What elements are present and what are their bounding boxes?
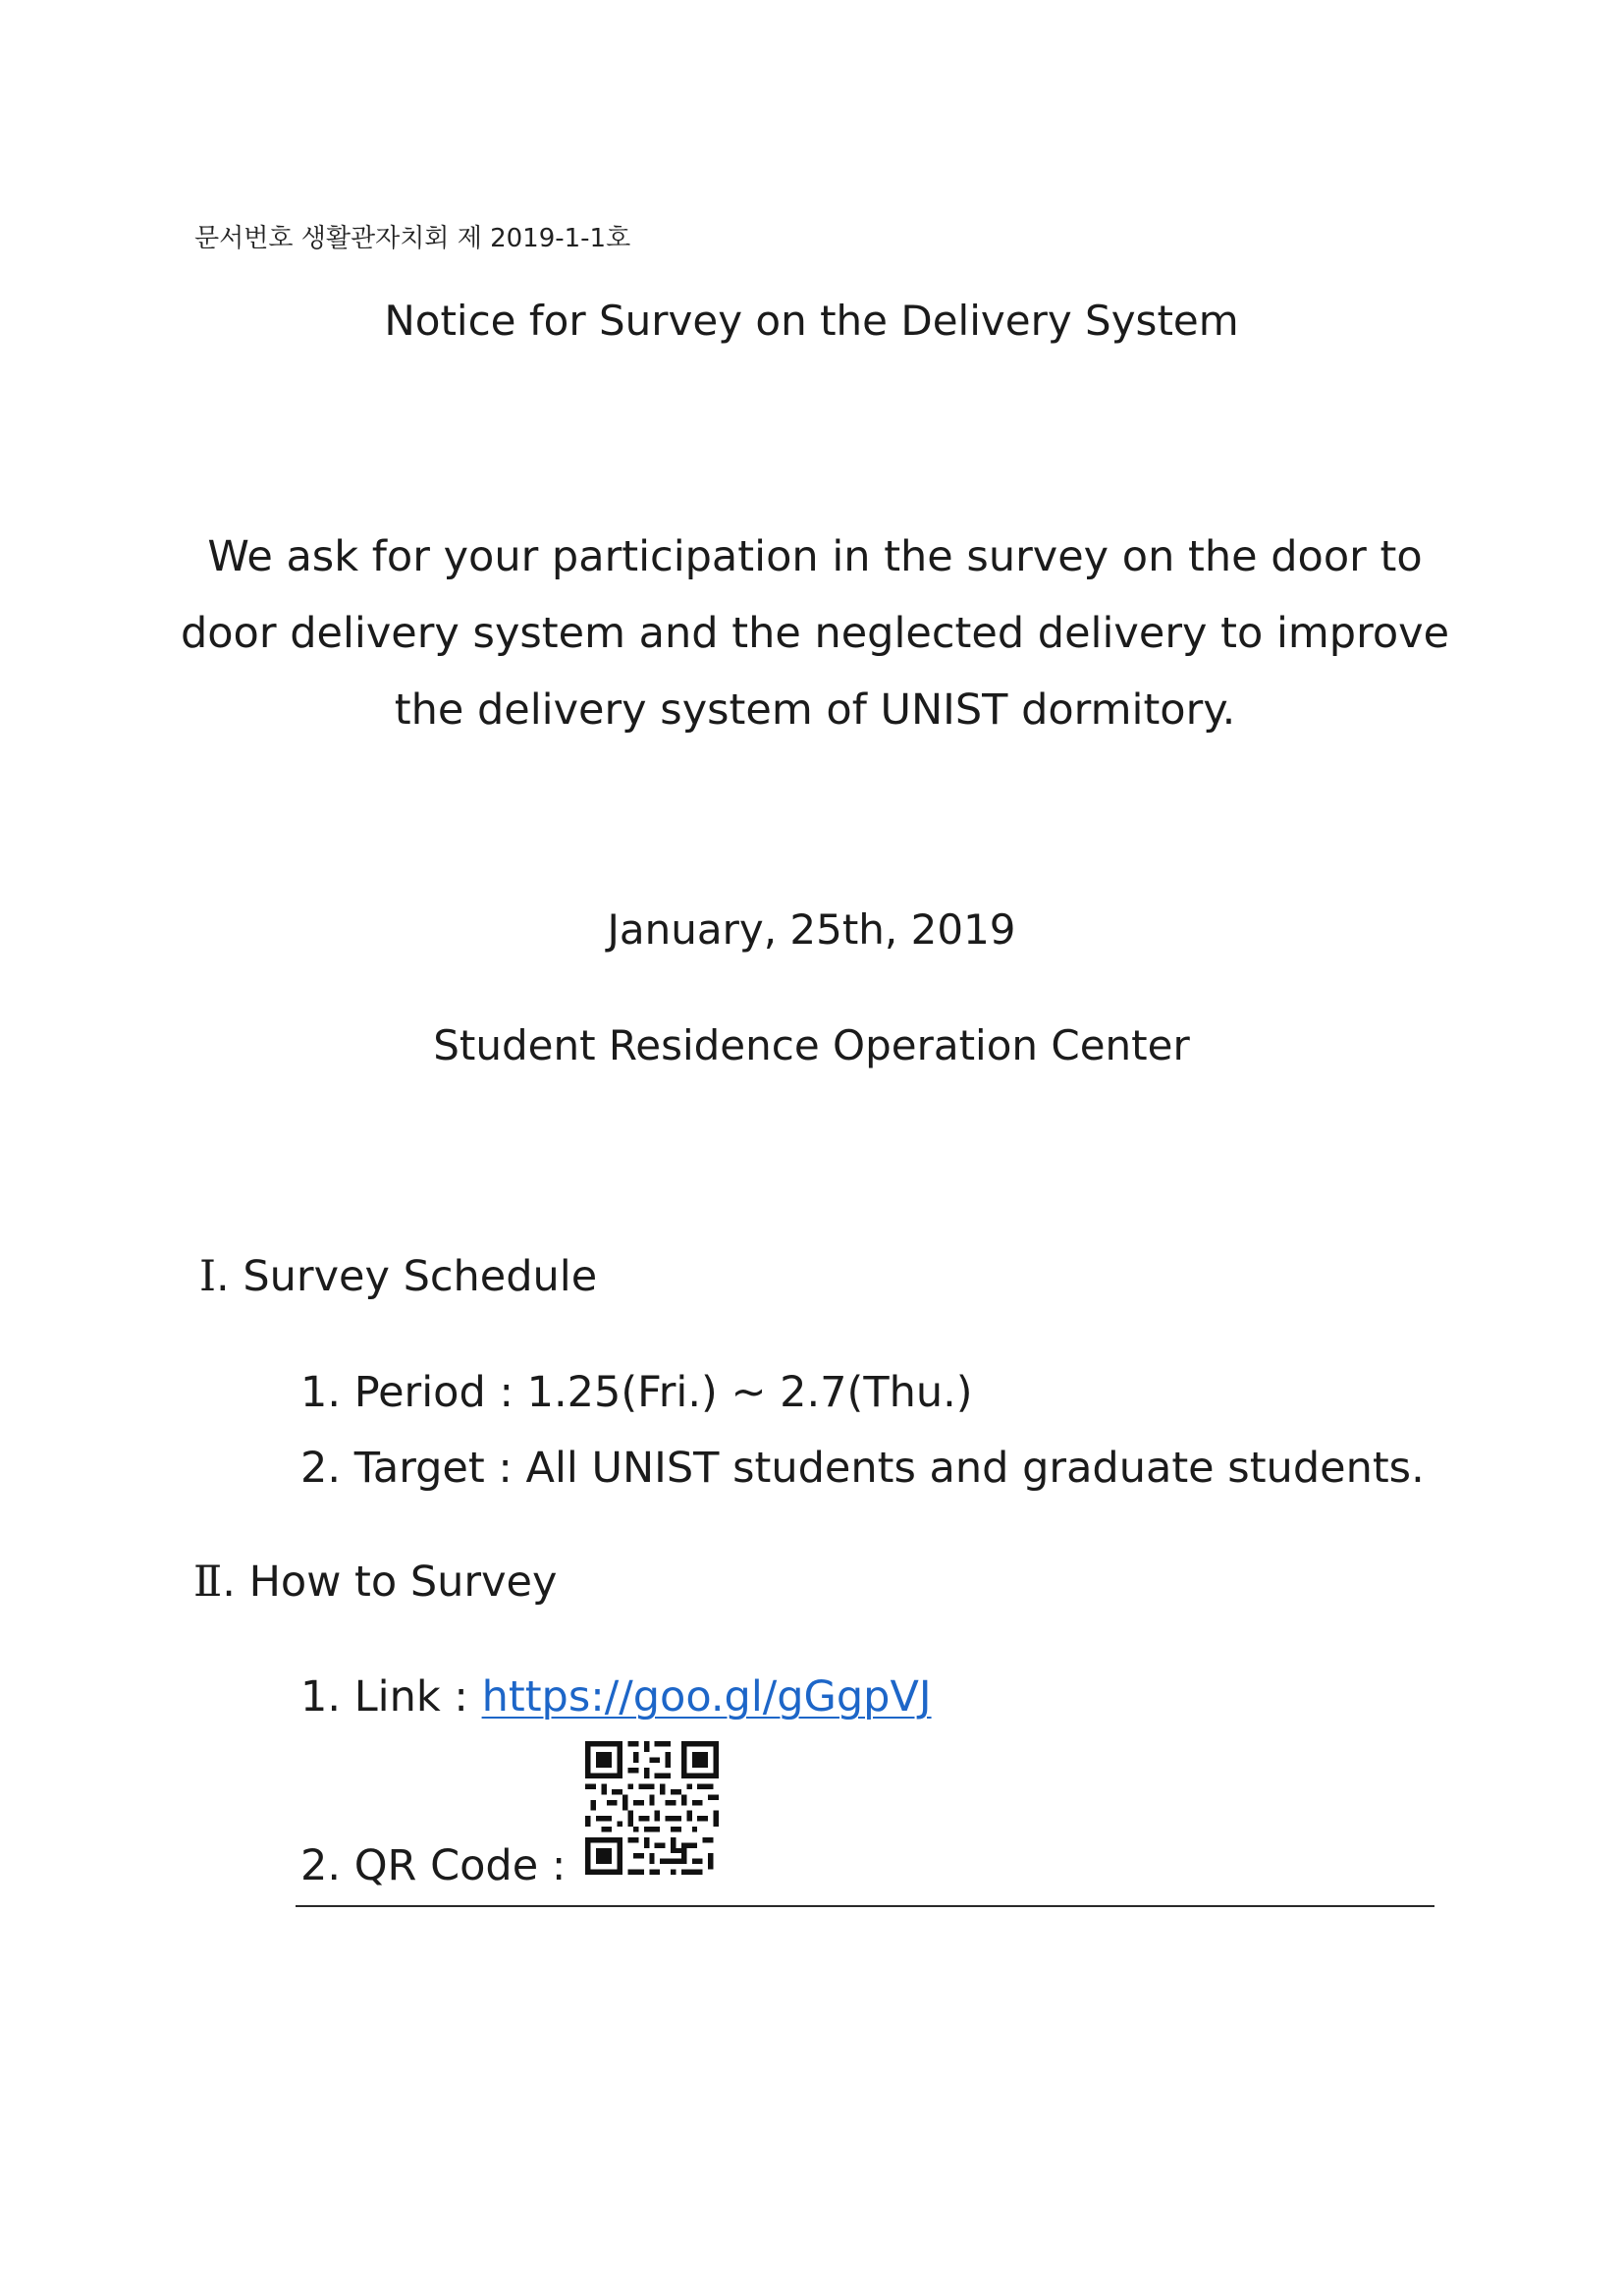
survey-link-item [300,1672,932,1722]
survey-link-label: 1. Link : [300,1672,482,1722]
qr-code-item [300,1841,566,1890]
divider-line [296,1905,1434,1907]
notice-date: January, 25th, 2019 [607,905,1016,954]
section-numeral: Ⅰ [199,1252,216,1301]
schedule-period: 1. Period : 1.25(Fri.) ~ 2.7(Thu.) [300,1368,973,1417]
qr-code-icon[interactable] [585,1741,719,1875]
organization-name: Student Residence Operation Center [433,1021,1190,1069]
section-how-to-survey [193,1558,557,1607]
intro-line: We ask for your participation in the survey on the door to [207,532,1423,581]
section-survey-schedule [199,1252,597,1301]
section-title: . How to Survey [222,1558,558,1607]
intro-line: the delivery system of UNIST dormitory. [394,685,1236,735]
section-title: . Survey Schedule [216,1252,598,1301]
survey-link[interactable]: https://goo.gl/gGgpVJ [481,1672,932,1722]
schedule-target: 2. Target : All UNIST students and graduate students. [300,1444,1425,1493]
document-number: 문서번호 생활관자치회 제 2019-1-1호 [194,224,631,253]
intro-paragraph [177,519,1453,748]
qr-code-label: 2. QR Code : [300,1841,567,1890]
intro-line: door delivery system and the neglected delivery to improve [180,609,1450,658]
page-title: Notice for Survey on the Delivery System [384,297,1239,345]
section-numeral: Ⅱ [193,1558,223,1607]
